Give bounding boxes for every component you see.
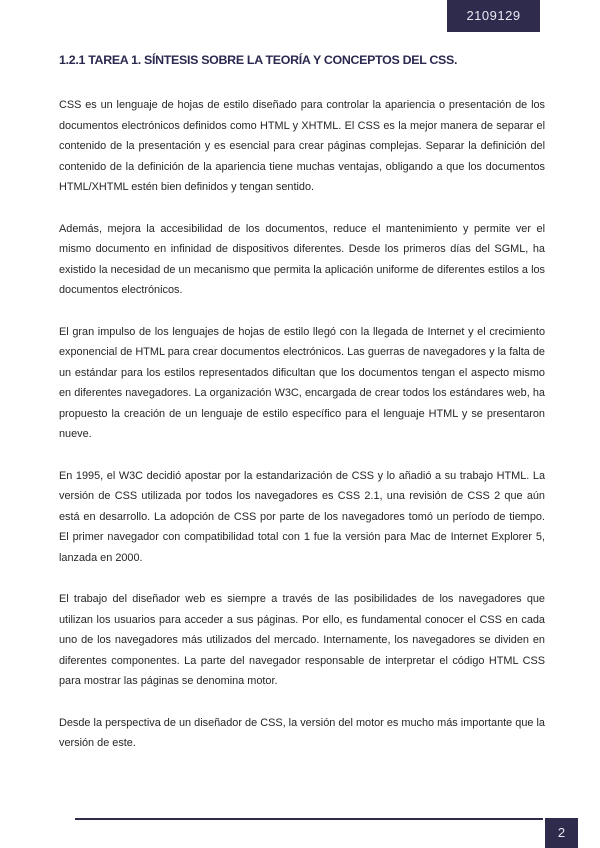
section-heading: 1.2.1 TAREA 1. SÍNTESIS SOBRE LA TEORÍA Y CONCEPTOS DEL CSS. xyxy=(59,53,458,67)
footer-divider xyxy=(75,818,543,820)
page-number-badge xyxy=(545,818,578,848)
document-code: 2109129 xyxy=(466,8,521,23)
paragraph-4: En 1995, el W3C decidió apostar por la estandarización de CSS y lo añadió a su trabajo HTML. La versión de CSS utilizada por todos los navegadores es CSS 2.1, una revisión de CSS 2 que aún está en desarrollo. La adopción de CSS por parte de los navegadores tomó un período de tiempo. El primer navegador con compatibilidad total con 1 fue la versión para Mac de Internet Explorer 5, lanzada en 2000. xyxy=(59,469,545,564)
paragraph-3: El gran impulso de los lenguajes de hojas de estilo llegó con la llegada de Internet y el crecimiento exponencial de HTML para crear documentos electrónicos. Las guerras de navegadores y la falta de un estándar para los estilos representados dificultan que los documentos tengan el aspecto mismo en diferentes navegadores. La organización W3C, encargada de crear todos los estándares web, ha propuesto la creación de un lenguaje de estilo específico para el lenguaje HTML y se presentaron nueve. xyxy=(59,325,545,440)
paragraph-1: CSS es un lenguaje de hojas de estilo diseñado para controlar la apariencia o presentación de los documentos electrónicos definidos como HTML y XHTML. El CSS es la mejor manera de separar el contenido de la presentación y es esencial para crear páginas complejas. Separar la definición del contenido de la definición de la apariencia tiene muchas ventajas, obligando a que los documentos HTML/XHTML estén bien definidos y tengan sentido. xyxy=(59,99,545,193)
document-body xyxy=(59,95,545,775)
paragraph-2: Además, mejora la accesibilidad de los documentos, reduce el mantenimiento y permite ver el mismo documento en infinidad de dispositivos diferentes. Desde los primeros días del SGML, ha existido la necesidad de un mecanismo que permita la aplicación uniforme de diferentes estilos a los documentos electrónicos. xyxy=(59,222,545,296)
paragraph-6: Desde la perspectiva de un diseñador de CSS, la versión del motor es mucho más importante que la versión de este. xyxy=(59,716,545,749)
document-code-tab xyxy=(447,0,540,32)
paragraph-5: El trabajo del diseñador web es siempre a través de las posibilidades de los navegadores que utilizan los usuarios para acceder a sus páginas. Por ello, es fundamental conocer el CSS en cada uno de los navegadores más utilizados del mercado. Internamente, los navegadores se dividen en diferentes componentes. La parte del navegador responsable de interpretar el código HTML CSS para mostrar las páginas se denomina motor. xyxy=(59,593,545,687)
page-number: 2 xyxy=(557,825,566,840)
